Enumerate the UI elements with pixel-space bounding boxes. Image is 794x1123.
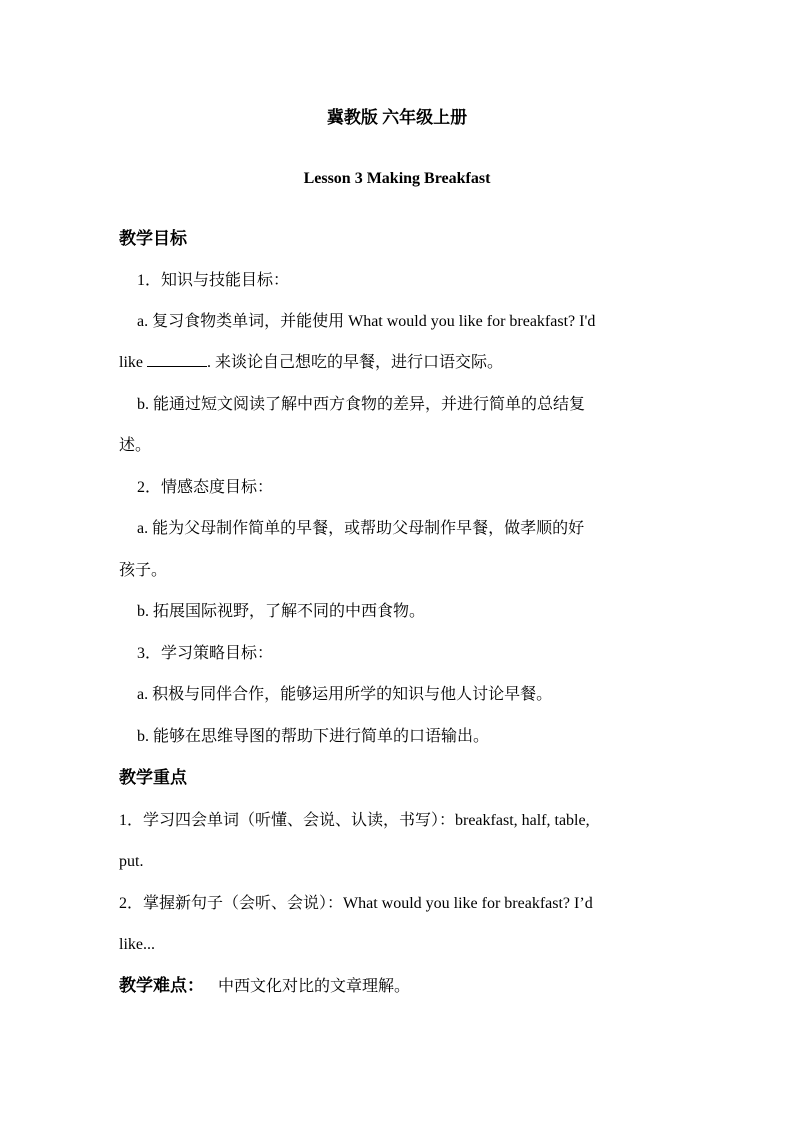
goal-1-item-b-line-2: 述。 bbox=[119, 437, 152, 454]
objectives-heading: 教学目标 bbox=[119, 229, 187, 248]
key-point-2-line-1: 2．掌握新句子（会听、会说）：What would you like for breakfast? I’d bbox=[119, 895, 593, 912]
goal-1-item-a-suffix: . 来谈论自己想吃的早餐，进行口语交际。 bbox=[207, 354, 504, 371]
document-title: 冀教版 六年级上册 bbox=[326, 108, 468, 127]
goal-2-label: 2．情感态度目标： bbox=[137, 479, 274, 496]
key-point-1-line-2: put. bbox=[119, 853, 144, 870]
key-points-heading: 教学重点 bbox=[119, 768, 187, 787]
goal-1-item-a-line-1: a. 复习食物类单词，并能使用 What would you like for breakfast? I'd bbox=[137, 313, 596, 330]
difficulty-line bbox=[119, 975, 410, 998]
difficulty-heading: 教学难点： bbox=[119, 976, 204, 995]
goal-1-label: 1．知识与技能目标： bbox=[137, 272, 290, 289]
goal-3-item-b: b. 能够在思维导图的帮助下进行简单的口语输出。 bbox=[137, 728, 490, 745]
goal-3-item-a: a. 积极与同伴合作，能够运用所学的知识与他人讨论早餐。 bbox=[137, 686, 553, 703]
goal-2-item-a-line-1: a. 能为父母制作简单的早餐，或帮助父母制作早餐，做孝顺的好 bbox=[137, 520, 585, 537]
key-point-1-line-1: 1．学习四会单词（听懂、会说、认读，书写）：breakfast, half, table, bbox=[119, 812, 590, 829]
fill-in-blank bbox=[147, 352, 207, 367]
key-point-2-line-2: like... bbox=[119, 936, 155, 953]
goal-1-item-a-prefix: like bbox=[119, 354, 143, 371]
goal-3-label: 3．学习策略目标： bbox=[137, 645, 274, 662]
goal-2-item-b: b. 拓展国际视野，了解不同的中西食物。 bbox=[137, 603, 426, 620]
goal-1-item-b-line-1: b. 能通过短文阅读了解中西方食物的差异，并进行简单的总结复 bbox=[137, 396, 586, 413]
goal-1-item-a-line-2 bbox=[119, 352, 503, 374]
lesson-title: Lesson 3 Making Breakfast bbox=[303, 170, 491, 187]
difficulty-text: 中西文化对比的文章理解。 bbox=[218, 978, 411, 995]
goal-2-item-a-line-2: 孩子。 bbox=[119, 562, 168, 579]
